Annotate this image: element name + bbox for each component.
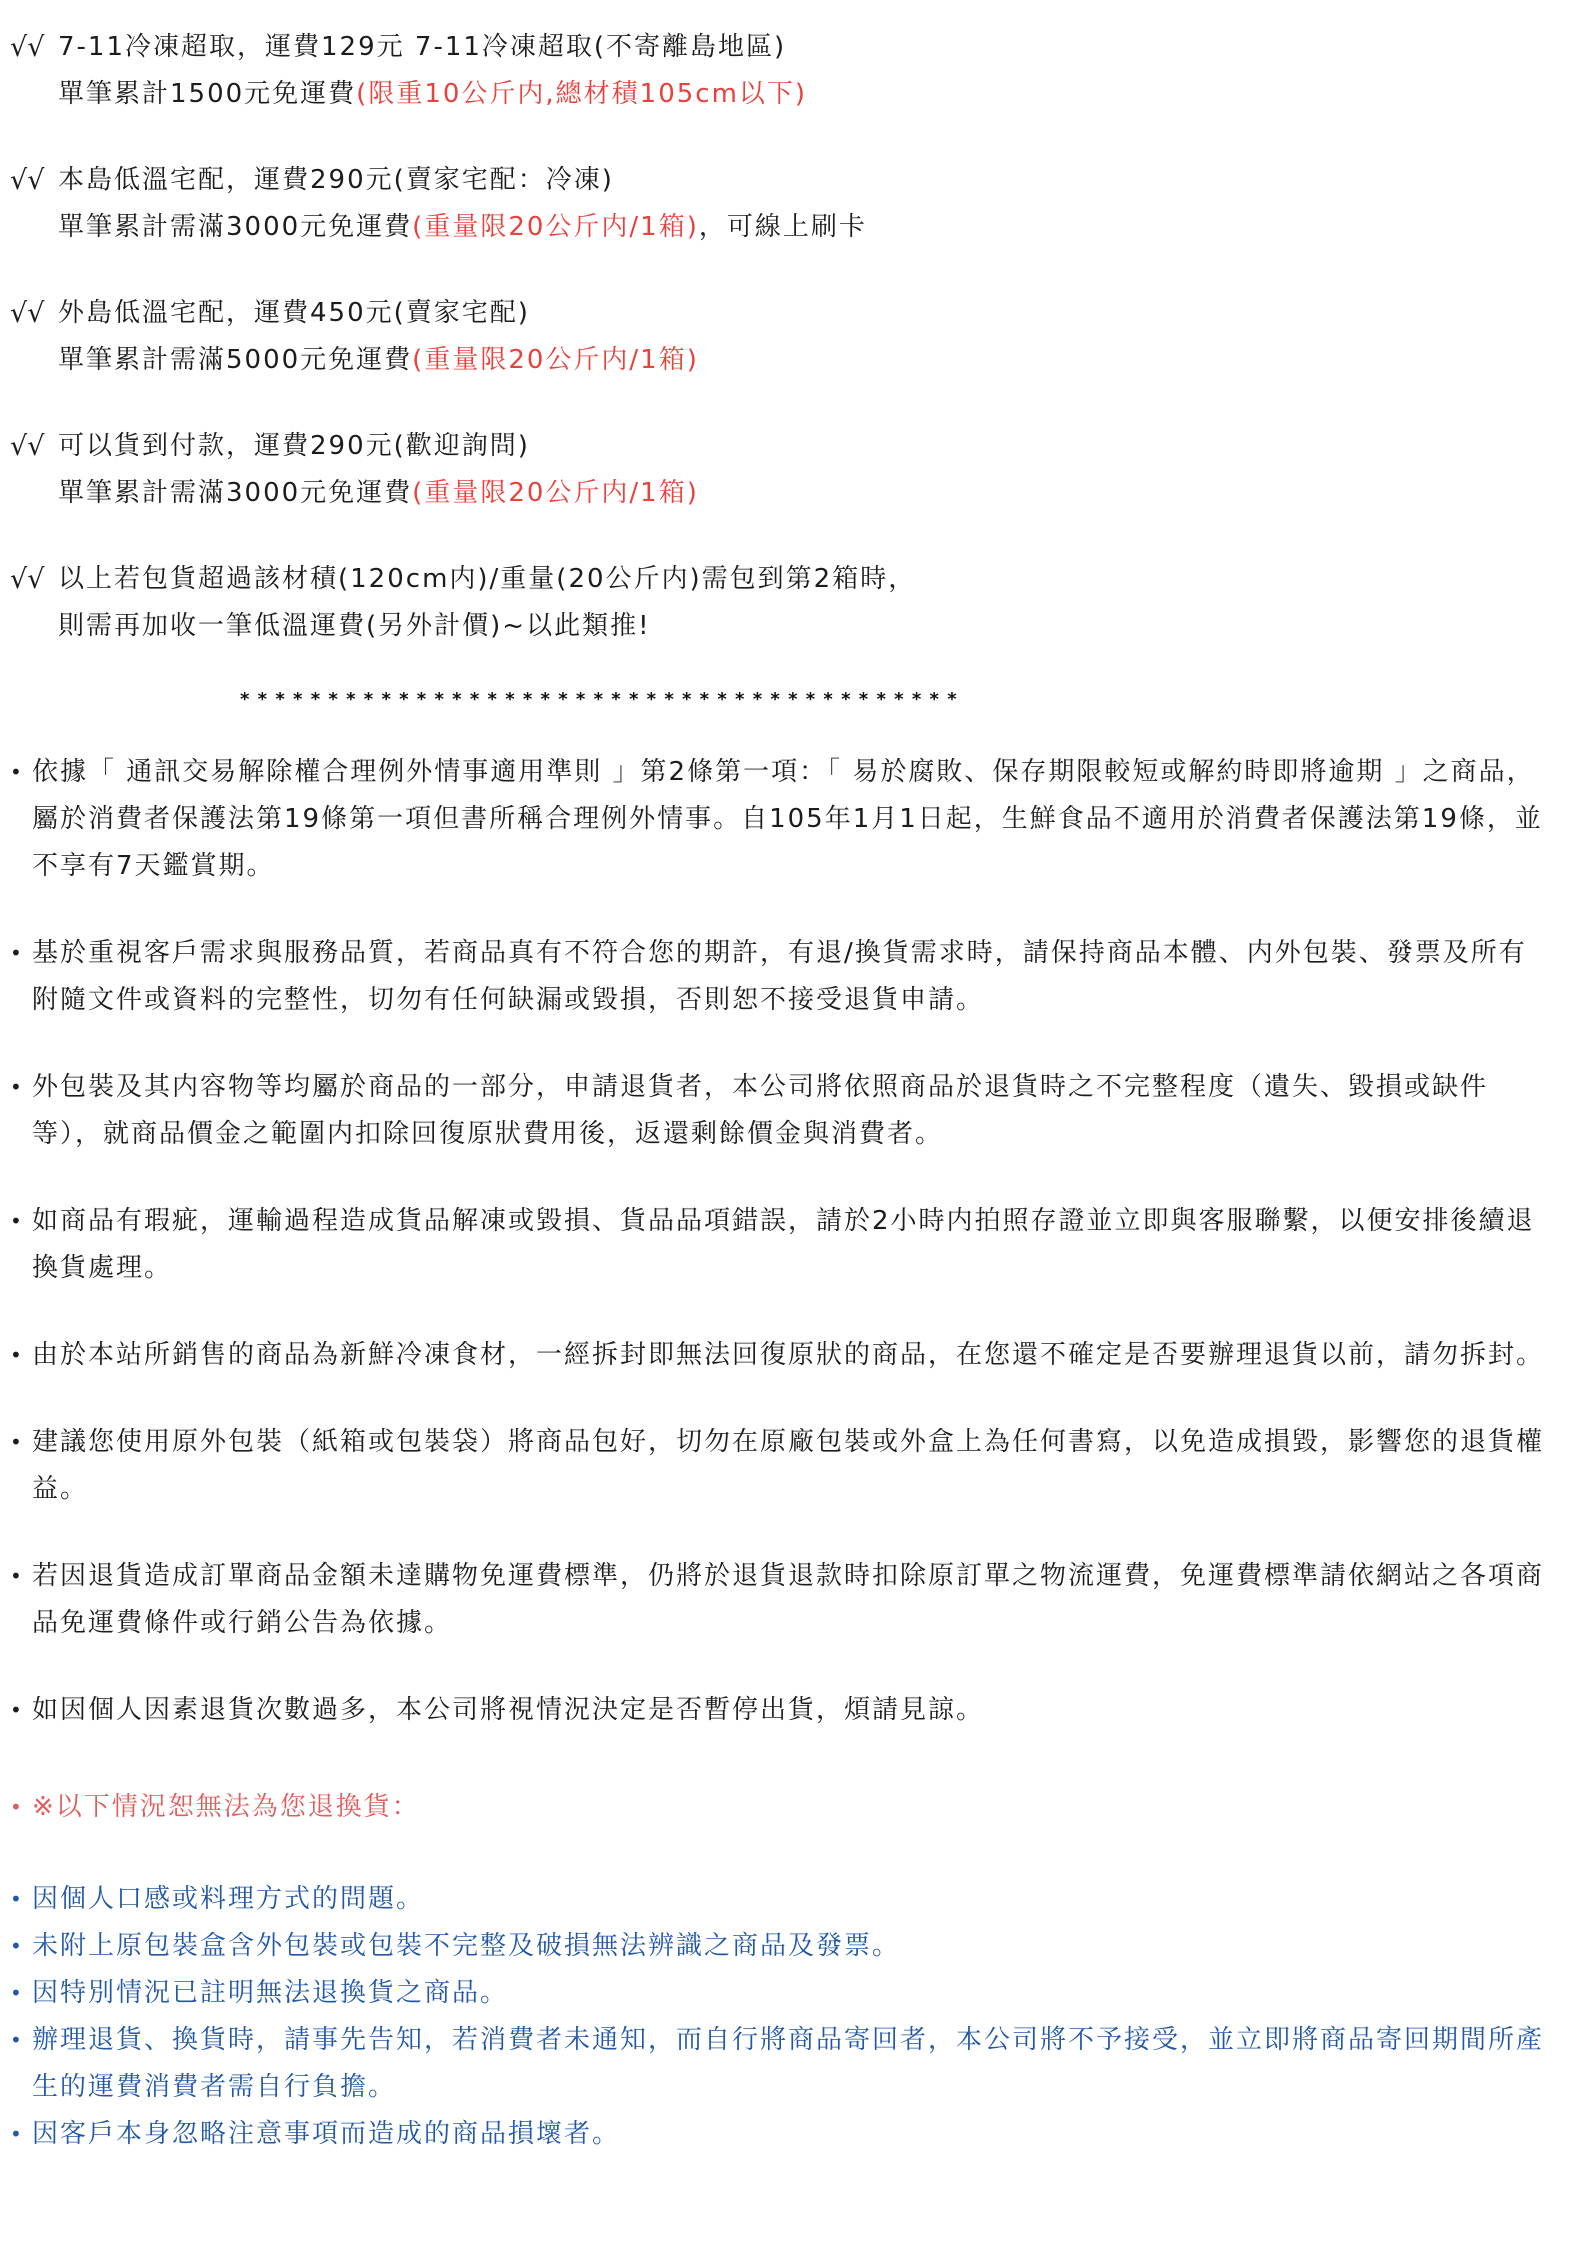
bullet-icon: •	[10, 1564, 22, 1588]
shipping-text: ，可線上刷卡	[698, 212, 867, 242]
policy-item	[10, 1687, 1547, 1734]
shipping-line	[58, 603, 1547, 650]
policy-item	[10, 930, 1547, 1024]
bullet-icon: •	[10, 1795, 22, 1819]
return-policy-section	[10, 749, 1547, 2158]
policy-text: 若因退貨造成訂單商品金額未達購物免運費標準，仍將於退貨退款時扣除原訂單之物流運費，免運費標準請依網站之各項商品免運費條件或行銷公告為依據。	[32, 1561, 1545, 1638]
shipping-option-main-island	[10, 157, 1547, 251]
restriction-text: 未附上原包裝盒含外包裝或包裝不完整及破損無法辨識之商品及發票。	[32, 1931, 901, 1961]
bullet-icon: •	[10, 760, 22, 784]
bullet-icon: •	[10, 2122, 22, 2146]
restriction-text: 辦理退貨、換貨時，請事先告知，若消費者未通知，而自行將商品寄回者，本公司將不予接受，並立即將商品寄回期間所產生的運費消費者需自行負擔。	[32, 2025, 1545, 2102]
shipping-line	[58, 71, 1547, 118]
shipping-note-red: (重量限20公斤内/1箱)	[412, 478, 699, 508]
policy-text: 由於本站所銷售的商品為新鮮冷凍食材，一經拆封即無法回復原狀的商品，在您還不確定是否要辦理退貨以前，請勿拆封。	[32, 1340, 1545, 1370]
shipping-text: 本島低溫宅配，運費290元(賣家宅配：冷凍)	[58, 165, 614, 195]
shipping-options-section	[10, 24, 1547, 650]
shipping-option-lines	[58, 290, 1547, 384]
policy-text: 基於重視客戶需求與服務品質，若商品真有不符合您的期許，有退/換貨需求時，請保持商品本體、内外包裝、發票及所有附隨文件或資料的完整性，切勿有任何缺漏或毀損，否則恕不接受退貨申請。	[32, 938, 1527, 1015]
bullet-icon: •	[10, 1887, 22, 1911]
restriction-item	[10, 1923, 1547, 1970]
shipping-text: 單筆累計需滿3000元免運費	[58, 212, 413, 242]
shipping-line	[58, 470, 1547, 517]
shipping-option-lines	[58, 24, 1547, 118]
policy-item	[10, 1064, 1547, 1158]
policy-item	[10, 1553, 1547, 1647]
policy-item	[10, 749, 1547, 890]
restriction-text: 因客戶本身忽略注意事項而造成的商品損壞者。	[32, 2119, 621, 2149]
shipping-text: 則需再加收一筆低溫運費(另外計價)~以此類推!	[58, 611, 651, 641]
shipping-note-red: (重量限20公斤内/1箱)	[412, 212, 699, 242]
policy-text: 外包裝及其内容物等均屬於商品的一部分，申請退貨者，本公司將依照商品於退貨時之不完整程度（遺失、毀損或缺件等），就商品價金之範圍内扣除回復原狀費用後，返還剩餘價金與消費者。	[32, 1072, 1489, 1149]
shipping-option-cod	[10, 423, 1547, 517]
shipping-note-red: (限重10公斤内,總材積105cm以下)	[356, 79, 808, 109]
shipping-text: 單筆累計需滿5000元免運費	[58, 345, 413, 375]
restriction-text: 因個人口感或料理方式的問題。	[32, 1884, 425, 1914]
shipping-line	[58, 337, 1547, 384]
bullet-icon: •	[10, 1698, 22, 1722]
shipping-option-extra-box	[10, 556, 1547, 650]
shipping-option-lines	[58, 157, 1547, 251]
double-checkmark-icon: √√	[10, 564, 45, 595]
shipping-option-lines	[58, 556, 1547, 650]
bullet-icon: •	[10, 1934, 22, 1958]
shipping-line	[58, 204, 1547, 251]
shipping-line	[58, 157, 1547, 204]
shipping-text: 可以貨到付款，運費290元(歡迎詢問)	[58, 431, 530, 461]
shipping-option-711	[10, 24, 1547, 118]
shipping-line	[58, 423, 1547, 470]
bullet-icon: •	[10, 941, 22, 965]
shipping-text: 單筆累計1500元免運費	[58, 79, 357, 109]
shipping-text: 單筆累計需滿3000元免運費	[58, 478, 413, 508]
shipping-line	[58, 290, 1547, 337]
shipping-text: 以上若包貨超過該材積(120cm内)/重量(20公斤内)需包到第2箱時，	[58, 564, 917, 594]
shipping-text: 外島低溫宅配，運費450元(賣家宅配)	[58, 298, 530, 328]
double-checkmark-icon: √√	[10, 298, 45, 329]
restriction-item	[10, 1970, 1547, 2017]
shipping-text: 7-11冷凍超取，運費129元 7-11冷凍超取(不寄離島地區)	[58, 32, 787, 62]
asterisk-divider: * * * * * * * * * * * * * * * * * * * * * * * * * * * * * * * * * * * * * * * * *	[240, 689, 958, 710]
bullet-icon: •	[10, 2028, 22, 2052]
policy-text: 建議您使用原外包裝（紙箱或包裝袋）將商品包好，切勿在原廠包裝或外盒上為任何書寫，以免造成損毀，影響您的退貨權益。	[32, 1427, 1545, 1504]
policy-text: 如商品有瑕疵，運輸過程造成貨品解凍或毀損、貨品品項錯誤，請於2小時内拍照存證並立即與客服聯繫，以便安排後續退換貨處理。	[32, 1206, 1535, 1283]
shipping-option-outer-island	[10, 290, 1547, 384]
policy-text: 如因個人因素退貨次數過多，本公司將視情況決定是否暫停出貨，煩請見諒。	[32, 1695, 985, 1725]
bullet-icon: •	[10, 1343, 22, 1367]
double-checkmark-icon: √√	[10, 165, 45, 196]
bullet-icon: •	[10, 1209, 22, 1233]
policy-item	[10, 1332, 1547, 1379]
policy-text: 依據「 通訊交易解除權合理例外情事適用準則 」第2條第一項：「 易於腐敗、保存期限較短或解約時即將逾期 」之商品，屬於消費者保護法第19條第一項但書所稱合理例外情事。自105年1月1日起，生鮮食品不適用於消費者保護法第19條，並不享有7天鑑賞期。	[32, 757, 1543, 881]
restriction-text: 因特別情況已註明無法退換貨之商品。	[32, 1978, 509, 2008]
warning-text: ※以下情況恕無法為您退換貨：	[32, 1792, 420, 1822]
bullet-icon: •	[10, 1430, 22, 1454]
shipping-option-lines	[58, 423, 1547, 517]
double-checkmark-icon: √√	[10, 431, 45, 462]
restriction-item	[10, 2111, 1547, 2158]
policy-item	[10, 1419, 1547, 1513]
shipping-line	[58, 24, 1547, 71]
bullet-icon: •	[10, 1981, 22, 2005]
bullet-icon: •	[10, 1075, 22, 1099]
double-checkmark-icon: √√	[10, 32, 45, 63]
no-return-warning-heading	[10, 1784, 1547, 1831]
shipping-note-red: (重量限20公斤内/1箱)	[412, 345, 699, 375]
restriction-item	[10, 1876, 1547, 1923]
shipping-line	[58, 556, 1547, 603]
restriction-item	[10, 2017, 1547, 2111]
policy-item	[10, 1198, 1547, 1292]
